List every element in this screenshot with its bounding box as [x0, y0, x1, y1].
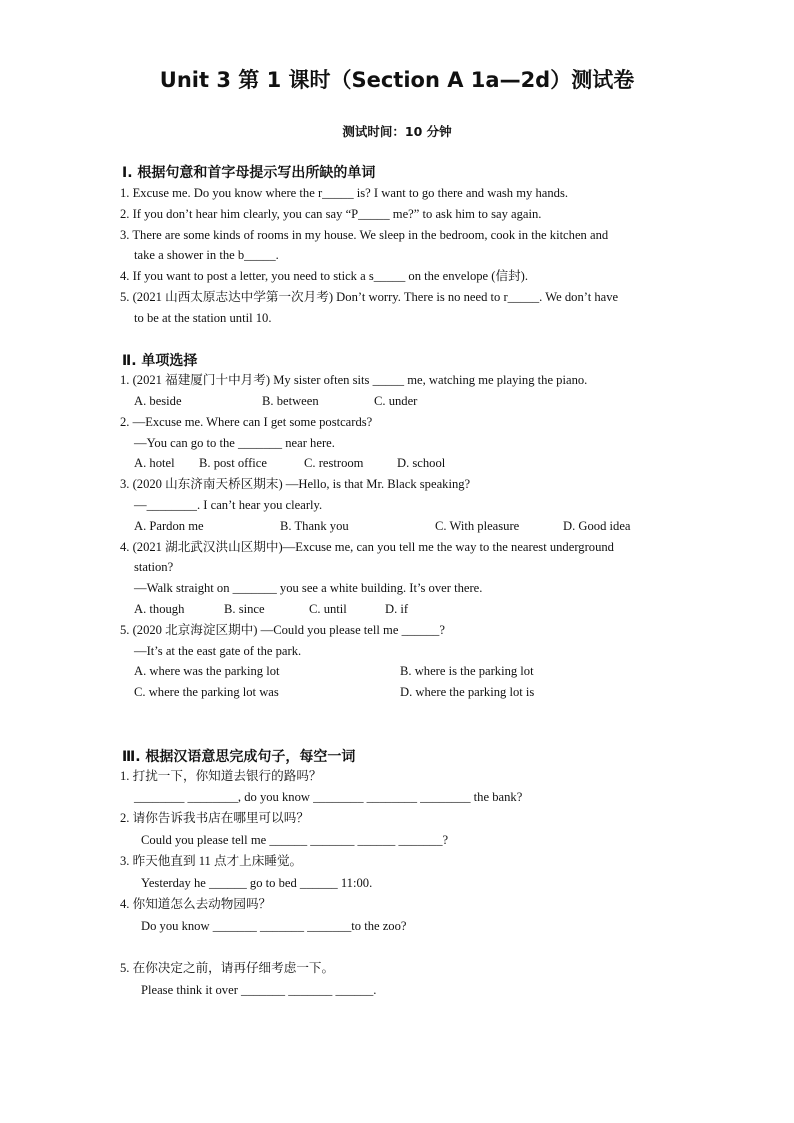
section-1-heading: Ⅰ. 根据句意和首字母提示写出所缺的单词 — [122, 165, 376, 181]
p2-q4-option-a: A. though — [134, 602, 185, 616]
p3-question-3: 3. 昨天他直到 11 点才上床睡觉。 — [120, 854, 303, 868]
p3-question-3-blanks: Yesterday he ______ go to bed ______ 11:00. — [141, 876, 373, 890]
p2-q3-option-d: D. Good idea — [563, 519, 631, 533]
p2-question-3: 3. (2020 山东济南天桥区期末) —Hello, is that Mr. Black speaking? — [120, 477, 471, 491]
p1-question-1: 1. Excuse me. Do you know where the r_____ is? I want to go there and wash my hands. — [120, 186, 569, 200]
p1-question-3: 3. There are some kinds of rooms in my house. We sleep in the bedroom, cook in the kitchen and — [120, 228, 609, 242]
p3-question-5-blanks: Please think it over _______ _______ ______. — [141, 983, 377, 997]
p2-q5-option-a: A. where was the parking lot — [134, 664, 280, 678]
p2-question-4: 4. (2021 湖北武汉洪山区期中)—Excuse me, can you tell me the way to the nearest underground — [120, 540, 614, 554]
p2-q5-option-d: D. where the parking lot is — [400, 685, 535, 699]
p2-q1-option-c: C. under — [374, 394, 418, 408]
p3-question-4-blanks: Do you know _______ _______ _______to the zoo? — [141, 919, 407, 933]
p3-question-2-blanks: Could you please tell me ______ _______ ______ _______? — [141, 833, 449, 847]
p2-question-4-reply: —Walk straight on _______ you see a white building. It’s over there. — [134, 581, 483, 595]
test-time: 测试时间：10 分钟 — [342, 124, 452, 139]
p2-q2-option-c: C. restroom — [304, 456, 364, 470]
p2-q3-option-a: A. Pardon me — [134, 519, 204, 533]
p3-question-1: 1. 打扰一下，你知道去银行的路吗？ — [120, 769, 322, 783]
p2-question-5: 5. (2020 北京海淀区期中) —Could you please tell me ______? — [120, 623, 445, 637]
p3-question-2: 2. 请你告诉我书店在哪里可以吗？ — [120, 811, 309, 825]
p2-q3-option-c: C. With pleasure — [435, 519, 520, 533]
p3-question-1-blanks: ________ ________, do you know ________ ________ ________ the bank? — [134, 790, 523, 804]
p2-question-2-reply: —You can go to the _______ near here. — [134, 436, 335, 450]
p2-q5-option-c: C. where the parking lot was — [134, 685, 279, 699]
p2-question-5-reply: —It’s at the east gate of the park. — [134, 644, 302, 658]
p2-q2-option-b: B. post office — [199, 456, 267, 470]
p1-question-2: 2. If you don’t hear him clearly, you can say “P_____ me?” to ask him to say again. — [120, 207, 542, 221]
p3-question-5: 5. 在你决定之前，请再仔细考虑一下。 — [120, 961, 335, 975]
section-2-heading: Ⅱ. 单项选择 — [122, 353, 198, 369]
p2-q2-option-d: D. school — [397, 456, 446, 470]
p2-q4-option-c: C. until — [309, 602, 347, 616]
p2-q5-option-b: B. where is the parking lot — [400, 664, 534, 678]
p1-question-4: 4. If you want to post a letter, you need to stick a s_____ on the envelope (信封). — [120, 269, 528, 283]
p1-question-5: 5. (2021 山西太原志达中学第一次月考) Don’t worry. There is no need to r_____. We don’t have — [120, 290, 619, 304]
p2-q2-option-a: A. hotel — [134, 456, 175, 470]
page-title: Unit 3 第 1 课时（Section A 1a—2d）测试卷 — [159, 68, 635, 92]
p2-question-2: 2. —Excuse me. Where can I get some postcards? — [120, 415, 373, 429]
p1-question-5-cont: to be at the station until 10. — [134, 311, 272, 325]
p2-question-1: 1. (2021 福建厦门十中月考) My sister often sits _____ me, watching me playing the piano. — [120, 373, 588, 387]
p2-q1-option-a: A. beside — [134, 394, 182, 408]
p2-question-3-reply: —________. I can’t hear you clearly. — [134, 498, 323, 512]
p2-q3-option-b: B. Thank you — [280, 519, 349, 533]
p3-question-4: 4. 你知道怎么去动物园吗？ — [120, 897, 272, 911]
p2-q4-option-d: D. if — [385, 602, 409, 616]
p1-question-3-cont: take a shower in the b_____. — [134, 248, 279, 262]
section-3-heading: Ⅲ. 根据汉语意思完成句子，每空一词 — [122, 749, 356, 765]
p2-question-4-cont: station? — [134, 560, 174, 574]
p2-q4-option-b: B. since — [224, 602, 265, 616]
p2-q1-option-b: B. between — [262, 394, 319, 408]
